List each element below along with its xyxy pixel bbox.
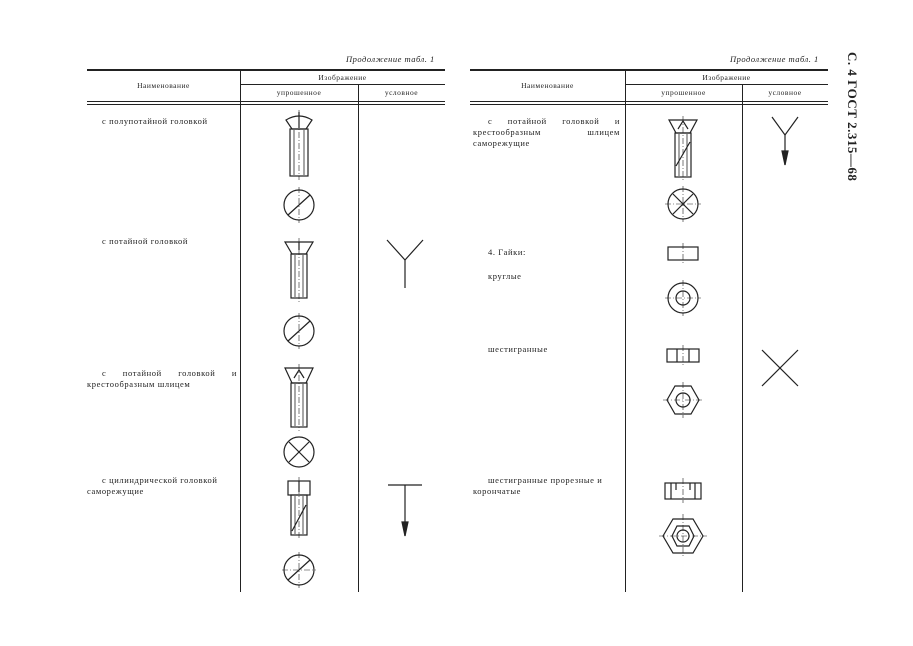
right-row-3-name: круглые [488, 271, 522, 281]
right-continuation-label: Продолжение табл. 1 [730, 54, 819, 64]
round-nut-topview-icon [665, 280, 701, 316]
left-row-4-name: с цилиндрической головкой саморежущие [87, 475, 218, 496]
right-col-name-header: Наименование [521, 81, 574, 90]
right-col-conventional-header: условное [768, 88, 802, 97]
semi-countersunk-screw-icon [286, 110, 312, 180]
left-col-simplified-header: упрошенное [276, 88, 322, 97]
cross-head-topview-icon [665, 186, 701, 222]
countersunk-cross-screw-icon [285, 364, 313, 431]
self-tapping-conventional-symbol [388, 485, 422, 536]
right-col-image-header: Изображение [702, 73, 751, 82]
gost-page-label: С. 4 ГОСТ 2.315—68 [845, 52, 860, 182]
round-nut-side-icon [668, 243, 698, 264]
right-row-5-name: шестигранные прорезные и корончатые [473, 475, 603, 496]
left-row-2-name: с потайной головкой [102, 236, 189, 246]
right-row-4-name: шестигранные [488, 344, 548, 354]
countersunk-self-tapping-conventional-symbol [772, 117, 798, 165]
countersunk-screw-icon [285, 238, 313, 302]
hex-nut-side-icon [667, 345, 699, 366]
right-col-simplified-header: упрошенное [661, 88, 706, 97]
cylinder-head-self-tapping-screw-icon [288, 477, 310, 540]
countersunk-conventional-symbol [387, 240, 423, 288]
screw-head-topview-icon [282, 552, 316, 588]
screw-head-topview-icon [284, 187, 314, 223]
left-col-name-header: Наименование [137, 81, 190, 90]
screw-head-topview-icon [284, 313, 314, 349]
left-continuation-label: Продолжение табл. 1 [346, 54, 435, 64]
left-col-conventional-header: условное [384, 88, 419, 97]
right-row-1-name: с потайной головкой и крестообразным шлицем саморежущие [473, 116, 620, 148]
right-row-2-name: 4. Гайки: [488, 247, 526, 257]
cross-head-topview-icon [284, 437, 314, 467]
countersunk-cross-self-tapping-screw-icon [669, 116, 697, 181]
left-row-1-name: с полупотайной головкой [102, 116, 208, 126]
left-col-image-header: Изображение [318, 73, 367, 82]
castle-nut-topview-icon [659, 514, 707, 558]
left-row-3-name: с потайной головкой и крестообразным шлицем [87, 368, 237, 389]
castle-nut-side-icon [665, 478, 701, 503]
hex-nut-topview-icon [663, 382, 703, 418]
hex-nut-conventional-symbol [762, 350, 798, 386]
